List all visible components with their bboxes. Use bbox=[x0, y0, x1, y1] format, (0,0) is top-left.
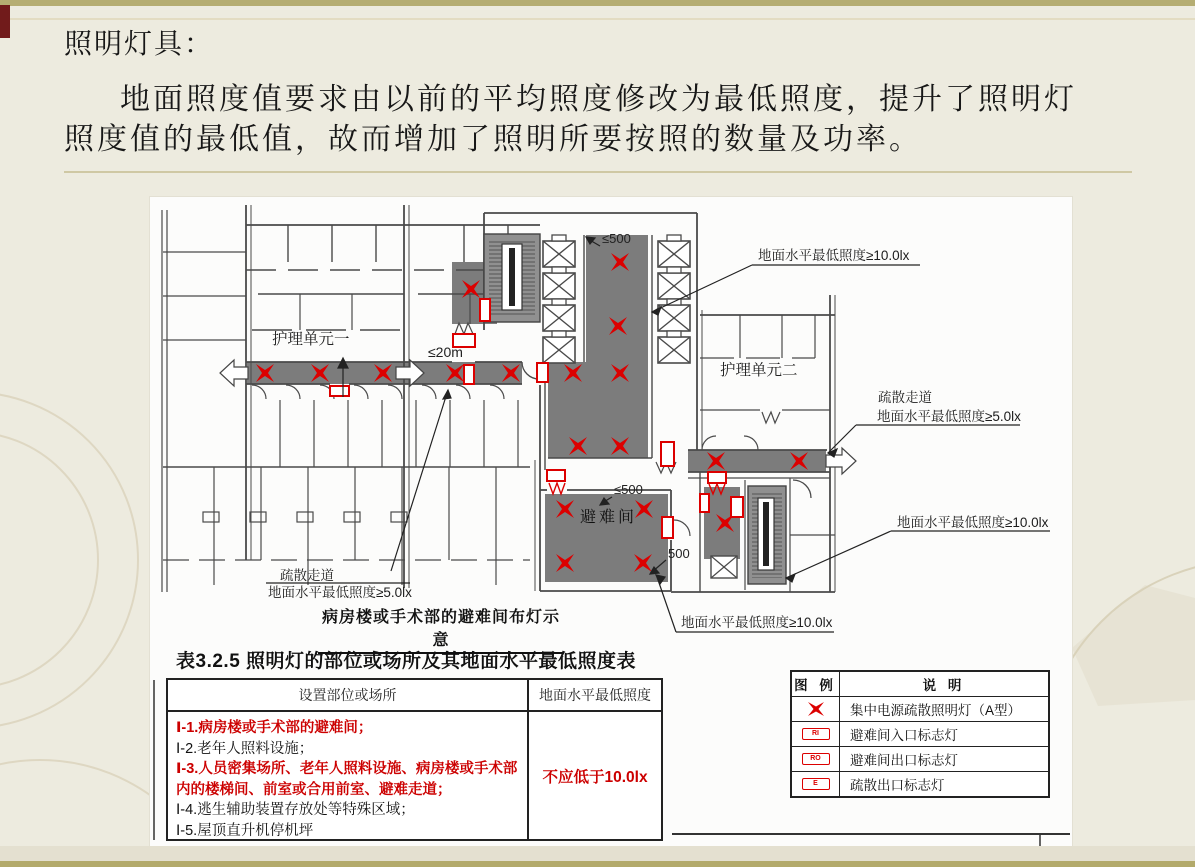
annotation-right-corridor-1: 疏散走道 bbox=[878, 390, 932, 405]
slide-title: 照明灯具： bbox=[64, 29, 215, 60]
annotation-bottom: 地面水平最低照度≥10.0lx bbox=[681, 615, 833, 630]
table-row: Ⅰ-3.人员密集场所、老年人照料设施、病房楼或手术部内的楼梯间、前室或合用前室、避难走道； bbox=[176, 761, 518, 798]
evacuation-exit-sign-icon: E bbox=[802, 778, 830, 790]
table325-col1-header: 设置部位或场所 bbox=[168, 680, 527, 712]
table325-title: 表3.2.5 照明灯的部位或场所及其地面水平最低照度表 bbox=[176, 651, 637, 672]
annotation-left-corridor-2: 地面水平最低照度≥5.0lx bbox=[268, 585, 412, 600]
annotation-right-corridor-2: 地面水平最低照度≥5.0lx bbox=[877, 409, 1021, 424]
annotation-left-corridor-1: 疏散走道 bbox=[280, 568, 334, 583]
table-row: Ⅰ-5.屋顶直升机停机坪 bbox=[176, 822, 314, 839]
table-row: Ⅰ-2.老年人照料设施； bbox=[176, 740, 314, 757]
bottom-strip bbox=[0, 846, 1195, 861]
body-text-line2: 照度值的最低值，故而增加了照明所要按照的数量及功率。 bbox=[64, 123, 922, 156]
nursing-unit-1-label: 护理单元一 bbox=[272, 331, 350, 348]
refuge-room-label: 避难间 bbox=[580, 509, 638, 526]
illuminance-requirement: 不应低于10.0lx bbox=[542, 768, 648, 786]
bottom-accent-band bbox=[0, 861, 1195, 867]
body-text-line1: 地面照度值要求由以前的平均照度修改为最低照度，提升了照明灯 bbox=[120, 83, 1077, 116]
refuge-entrance-sign-icon: RI bbox=[802, 728, 830, 740]
refuge-exit-sign-icon: RO bbox=[802, 753, 830, 765]
annotation-top-right: 地面水平最低照度≥10.0lx bbox=[758, 248, 910, 263]
legend-col2-header: 说 明 bbox=[922, 678, 966, 693]
nursing-unit-2-label: 护理单元二 bbox=[720, 362, 798, 379]
table-row: Ⅰ-4.逃生辅助装置存放处等特殊区域； bbox=[176, 802, 415, 818]
annotation-right-lower: 地面水平最低照度≥10.0lx bbox=[897, 515, 1049, 530]
legend-label: 集中电源疏散照明灯（A型） bbox=[850, 703, 1022, 718]
dim-500-low-label: 500 bbox=[668, 546, 690, 561]
dim-500-mid-label: ≤500 bbox=[614, 482, 643, 497]
legend-table bbox=[790, 670, 1050, 798]
legend-col1-header: 图 例 bbox=[792, 672, 840, 696]
table325-col2-header: 地面水平最低照度 bbox=[529, 680, 661, 712]
stairwell-top bbox=[484, 234, 540, 322]
legend-label: 避难间出口标志灯 bbox=[850, 753, 958, 768]
table-row: Ⅰ-1.病房楼或手术部的避难间； bbox=[176, 720, 373, 736]
dim-500-top-label: ≤500 bbox=[602, 231, 631, 246]
x-marker-icon bbox=[805, 701, 827, 717]
table325-body bbox=[168, 712, 527, 841]
legend-label: 避难间入口标志灯 bbox=[850, 728, 958, 743]
legend-label: 疏散出口标志灯 bbox=[850, 778, 945, 793]
figure-caption: 病房楼或手术部的避难间布灯示意 bbox=[318, 604, 564, 654]
table325 bbox=[166, 678, 663, 841]
dim-20m-label: ≤20m bbox=[428, 344, 463, 360]
stairwell-bottom bbox=[748, 486, 786, 584]
